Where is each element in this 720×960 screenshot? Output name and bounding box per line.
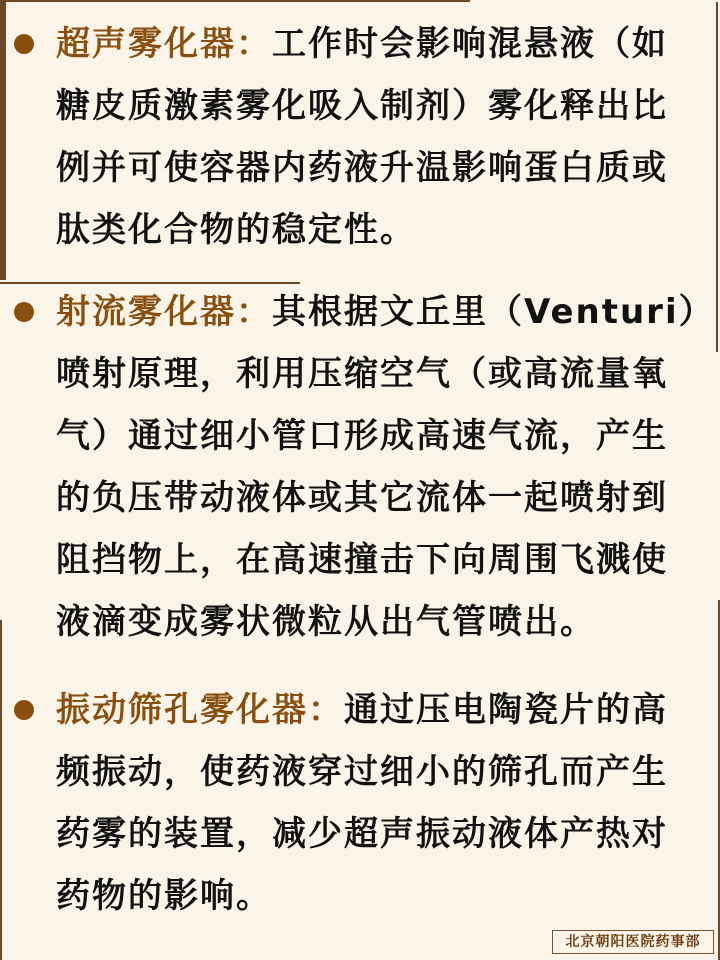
section-title: 振动筛孔雾化器： bbox=[56, 690, 344, 730]
hospital-stamp: 北京朝阳医院药事部 bbox=[552, 930, 714, 954]
bullet-icon bbox=[14, 700, 34, 720]
bullet-icon bbox=[14, 302, 34, 322]
text-line-3: 例并可使容器内药液升温影响蛋白质或 bbox=[56, 148, 668, 188]
text-line: 其根据文丘里（Venturi） bbox=[272, 292, 715, 332]
text-line-1 bbox=[56, 292, 715, 332]
text-line-2: 喷射原理，利用压缩空气（或高流量氧 bbox=[56, 354, 668, 394]
frame-line-top bbox=[0, 0, 470, 2]
text-line-1 bbox=[56, 24, 706, 64]
text-line-5: 阻挡物上，在高速撞击下向周围飞溅使 bbox=[56, 540, 668, 580]
text-line-2: 糖皮质激素雾化吸入制剂）雾化释出比 bbox=[56, 86, 668, 126]
text-line-4: 肽类化合物的稳定性。 bbox=[56, 210, 416, 250]
frame-line-top-left bbox=[0, 0, 6, 280]
text-line-6: 液滴变成雾状微粒从出气管喷出。 bbox=[56, 602, 596, 642]
text-line-3: 气）通过细小管口形成高速气流，产生 bbox=[56, 416, 668, 456]
text-line-2: 频振动，使药液穿过细小的筛孔而产生 bbox=[56, 752, 668, 792]
text-line-1 bbox=[56, 690, 706, 730]
section-title: 射流雾化器： bbox=[56, 292, 272, 332]
bullet-icon bbox=[14, 34, 34, 54]
section-text bbox=[56, 24, 706, 272]
text-line-3: 药雾的装置，减少超声振动液体产热对 bbox=[56, 814, 668, 854]
frame-line-lower-left bbox=[0, 620, 2, 960]
frame-line-mid-left bbox=[0, 282, 300, 284]
section-text bbox=[56, 690, 706, 938]
section-title: 超声雾化器： bbox=[56, 24, 272, 64]
text-line-4: 的负压带动液体或其它流体一起喷射到 bbox=[56, 478, 668, 518]
text-line-4: 药物的影响。 bbox=[56, 876, 272, 916]
frame-line-right bbox=[716, 2, 718, 352]
section-text bbox=[56, 292, 715, 664]
text-line: 通过压电陶瓷片的高 bbox=[344, 690, 668, 730]
text-line: 工作时会影响混悬液（如 bbox=[272, 24, 668, 64]
